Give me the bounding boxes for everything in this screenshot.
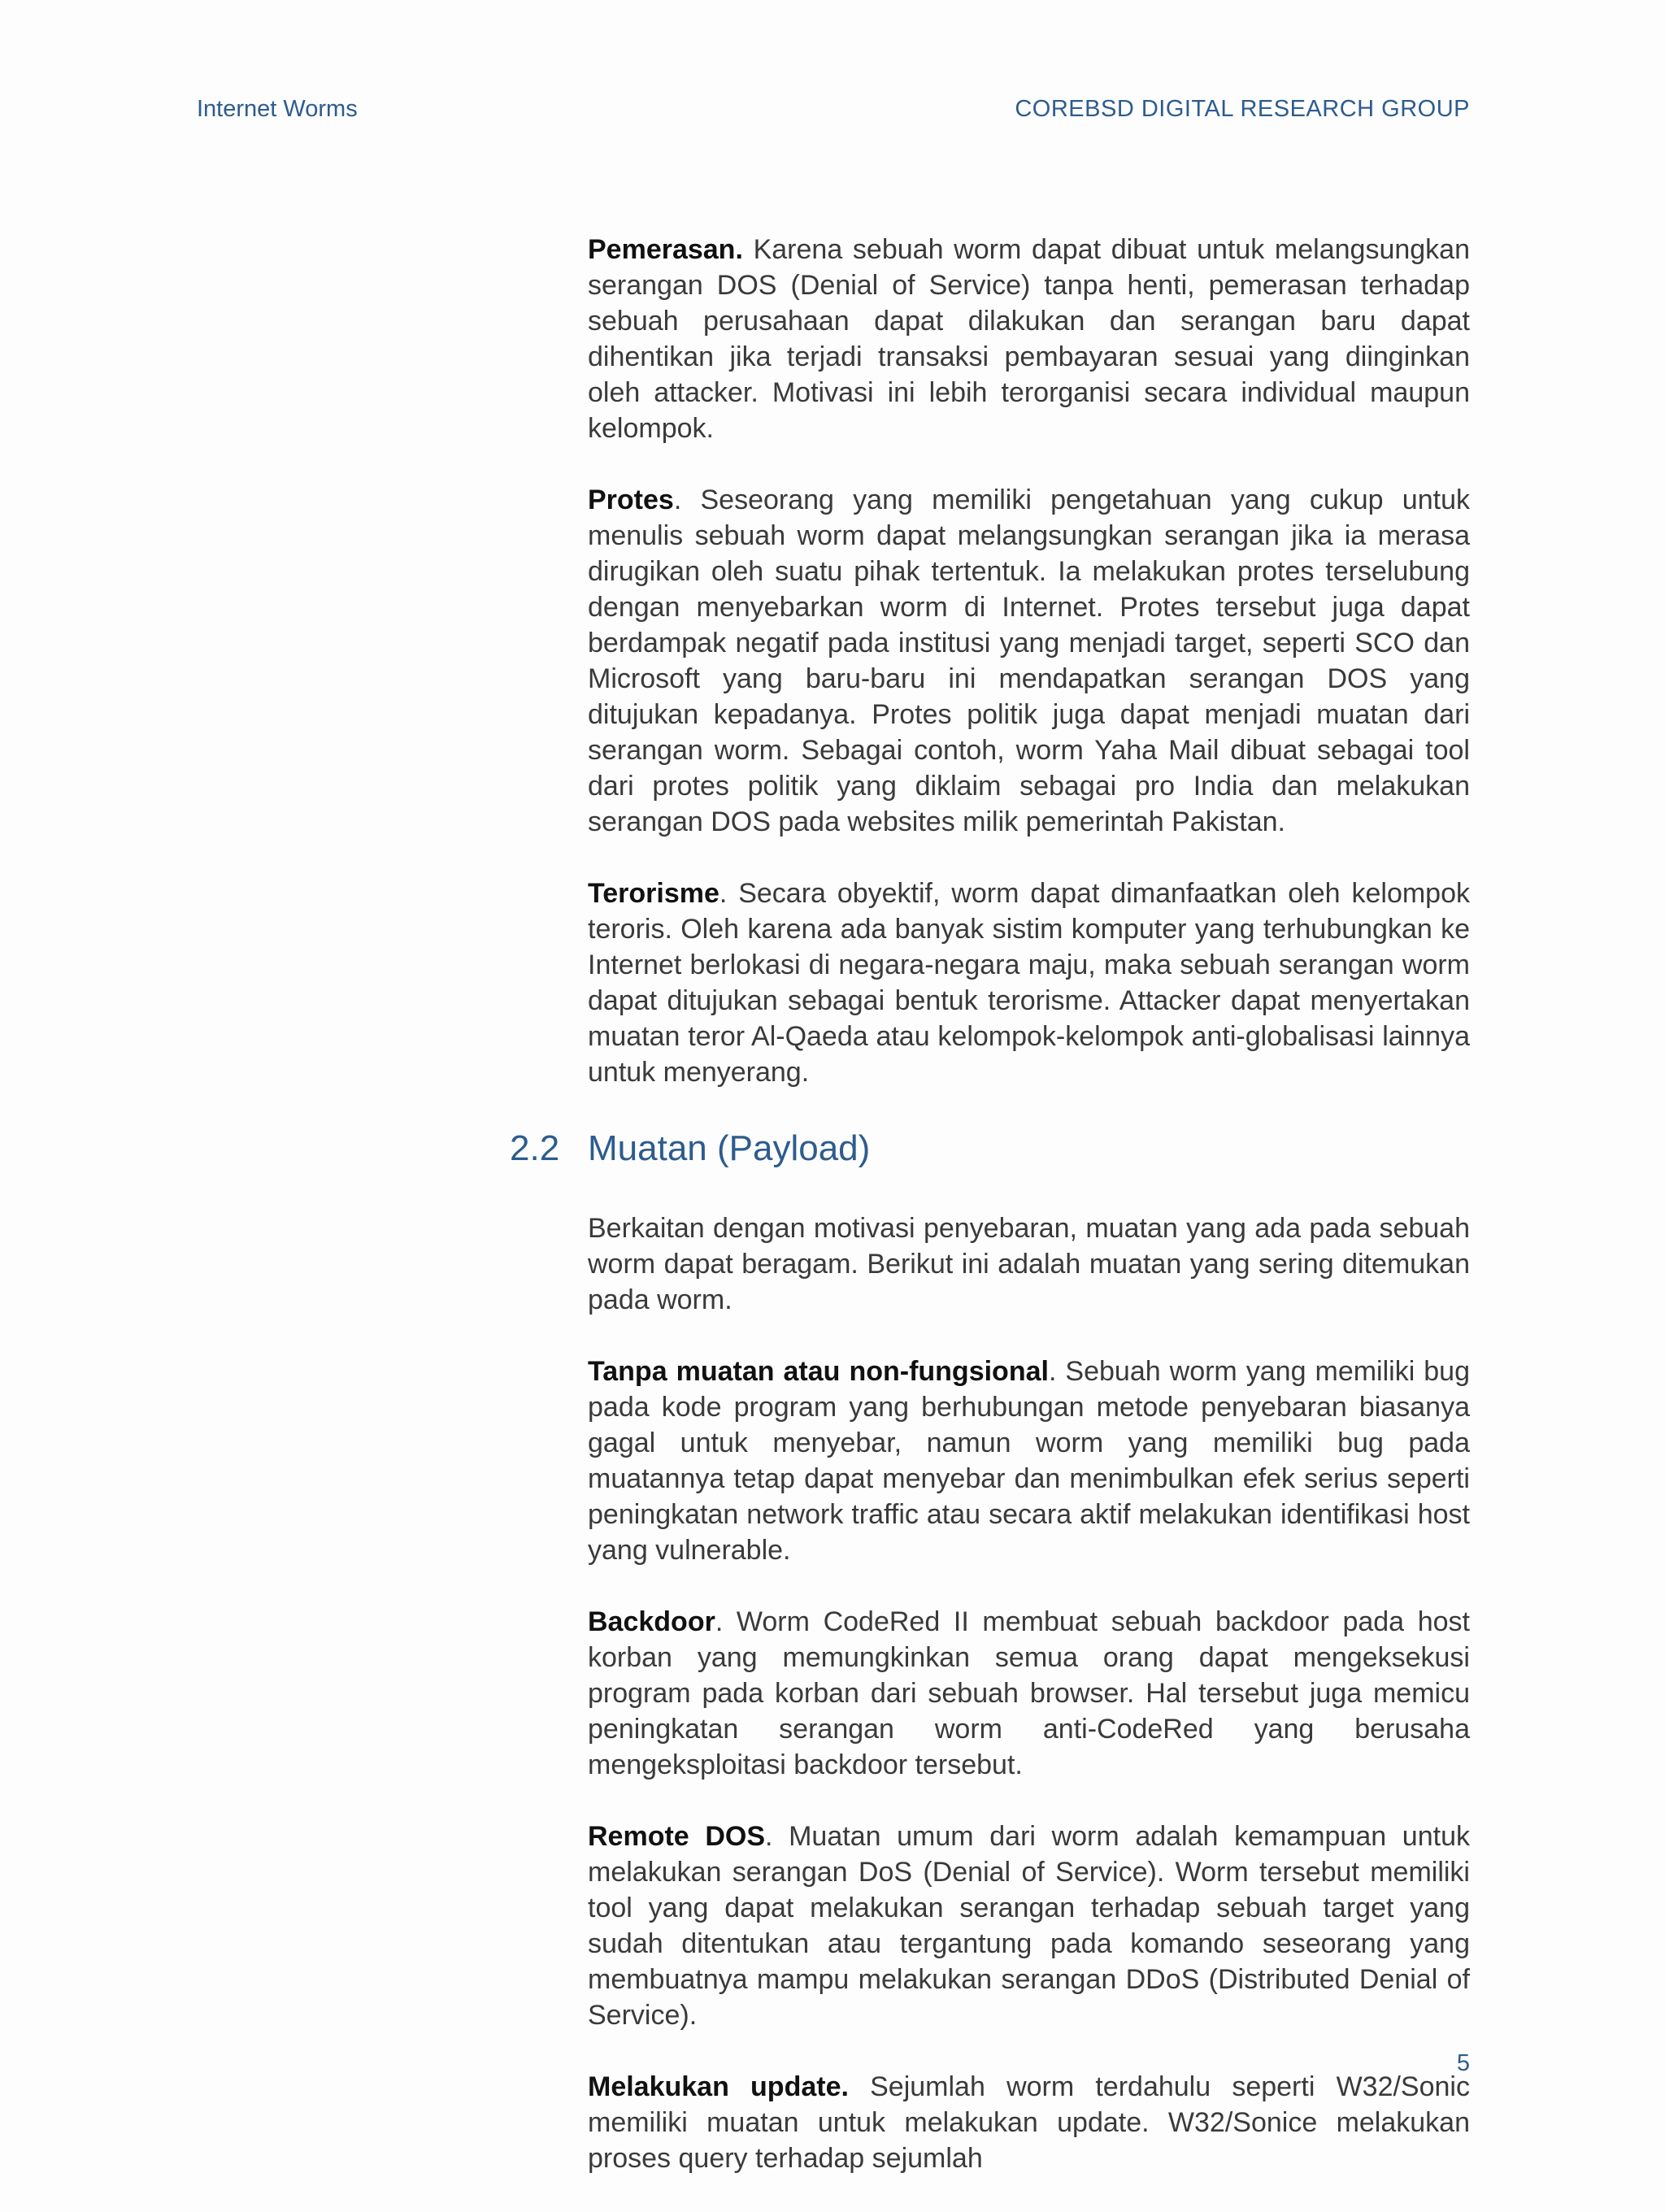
paragraph-lead: Melakukan update. [588, 2071, 849, 2102]
paragraph-text: Sejumlah worm terdahulu seperti W32/Sonic memiliki muatan untuk melakukan update. W32/Sonice melakukan proses query terhadap sejumlah [588, 2071, 1470, 2174]
paragraph-lead: Pemerasan. [588, 234, 743, 265]
paragraph-text: . Muatan umum dari worm adalah kemampuan untuk melakukan serangan DoS (Denial of Service). Worm tersebut memiliki tool yang dapat melakukan serangan terhadap sebuah target yang sudah ditentukan atau tergantung pada komando seseorang yang membuatnya mampu melakukan serangan DDoS (Distributed Denial of Service). [588, 1821, 1470, 2031]
paragraph-lead: Backdoor [588, 1606, 715, 1637]
section-heading [510, 1126, 1470, 1171]
running-header-group: COREBSD DIGITAL RESEARCH GROUP [1015, 96, 1470, 122]
paragraph-lead: Remote DOS [588, 1821, 766, 1852]
paragraph-intro: Berkaitan dengan motivasi penyebaran, muatan yang ada pada sebuah worm dapat beragam. Berikut ini adalah muatan yang sering ditemukan pada worm. [588, 1213, 1470, 1315]
paragraph-protes [588, 482, 1470, 840]
page-number: 5 [1456, 2050, 1470, 2076]
running-header-title: Internet Worms [197, 96, 358, 122]
paragraph-tanpa-muatan [588, 1354, 1470, 1568]
page-body [510, 232, 1470, 2212]
paragraph-lead: Terorisme [588, 878, 719, 909]
paragraph-lead: Tanpa muatan atau non-fungsional [588, 1356, 1049, 1387]
paragraph-pemerasan [588, 232, 1470, 446]
paragraph-text: . Worm CodeRed II membuat sebuah backdoor pada host korban yang memungkinkan semua orang dapat mengeksekusi program pada korban dari sebuah browser. Hal tersebut juga memicu peningkatan serangan worm anti-CodeRed yang berusaha mengeksploitasi backdoor tersebut. [588, 1606, 1470, 1780]
paragraph-remote-dos [588, 1819, 1470, 2033]
paragraph-lead: Protes [588, 485, 674, 515]
paragraph-backdoor [588, 1604, 1470, 1783]
paragraph-text: . Secara obyektif, worm dapat dimanfaatkan oleh kelompok teroris. Oleh karena ada banyak sistim komputer yang terhubungkan ke Internet berlokasi di negara-negara maju, maka sebuah serangan worm dapat ditujukan sebagai bentuk terorisme. Attacker dapat menyertakan muatan teror Al-Qaeda atau kelompok-kelompok anti-globalisasi lainnya untuk menyerang. [588, 878, 1470, 1088]
section-title: Muatan (Payload) [588, 1128, 871, 1168]
paragraph-terorisme [588, 876, 1470, 1090]
paragraph-update [588, 2069, 1470, 2176]
paragraph-text: Karena sebuah worm dapat dibuat untuk melangsungkan serangan DOS (Denial of Service) tanpa henti, pemerasan terhadap sebuah perusahaan dapat dilakukan dan serangan baru dapat dihentikan jika terjadi transaksi pembayaran sesuai yang diinginkan oleh attacker. Motivasi ini lebih terorganisi secara individual maupun kelompok. [588, 234, 1470, 444]
section-number: 2.2 [510, 1128, 560, 1168]
paragraph-text: . Seseorang yang memiliki pengetahuan yang cukup untuk menulis sebuah worm dapat melangsungkan serangan jika ia merasa dirugikan oleh suatu pihak tertentuk. Ia melakukan protes terselubung dengan menyebarkan worm di Internet. Protes tersebut juga dapat berdampak negatif pada institusi yang menjadi target, seperti SCO dan Microsoft yang baru-baru ini mendapatkan serangan DOS yang ditujukan kepadanya. Protes politik juga dapat menjadi muatan dari serangan worm. Sebagai contoh, worm Yaha Mail dibuat sebagai tool dari protes politik yang diklaim sebagai pro India dan melakukan serangan DOS pada websites milik pemerintah Pakistan. [588, 485, 1470, 837]
paragraph-text: . Sebuah worm yang memiliki bug pada kode program yang berhubungan metode penyebaran biasanya gagal untuk menyebar, namun worm yang memiliki bug pada muatannya tetap dapat menyebar dan menimbulkan efek serius seperti peningkatan network traffic atau secara aktif melakukan identifikasi host yang vulnerable. [588, 1356, 1470, 1566]
